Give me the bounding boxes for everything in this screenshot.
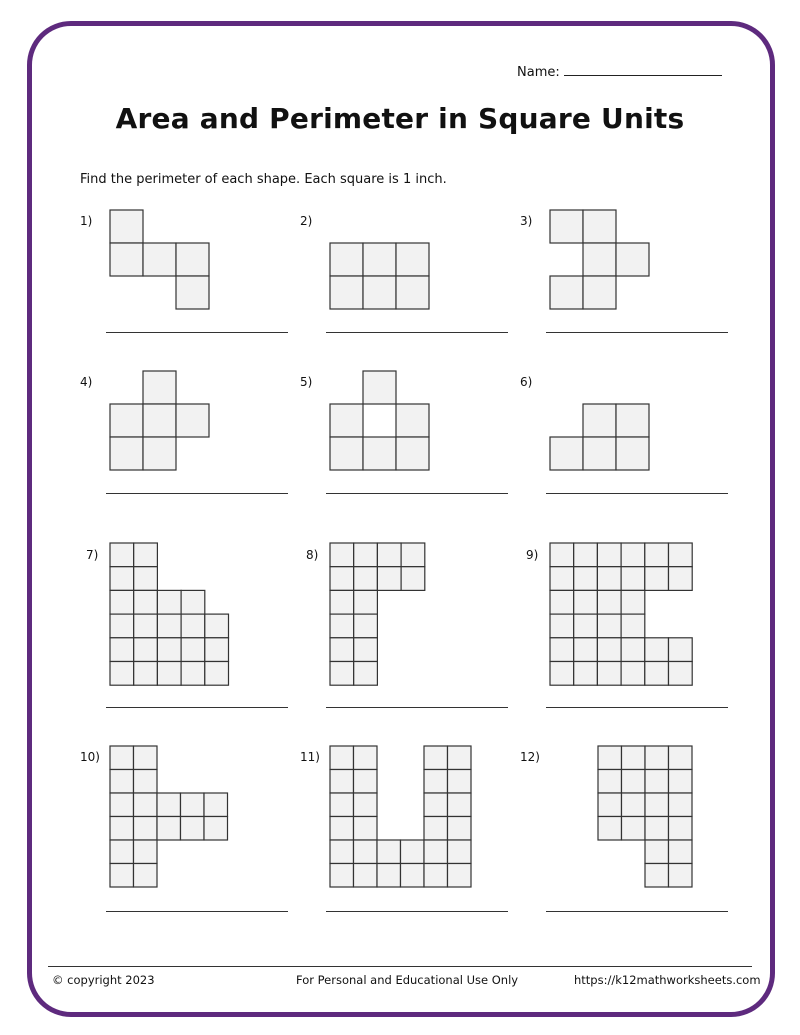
unit-square <box>669 567 693 591</box>
unit-square <box>157 793 181 817</box>
unit-square <box>583 437 616 470</box>
square-grid-shape <box>329 745 472 888</box>
footer-divider <box>48 966 752 967</box>
unit-square <box>205 638 229 662</box>
unit-square <box>597 662 621 686</box>
unit-square <box>110 614 134 638</box>
unit-square <box>550 567 574 591</box>
unit-square <box>134 746 158 770</box>
answer-line[interactable] <box>326 332 508 333</box>
unit-square <box>134 590 158 614</box>
square-grid-shape <box>597 745 693 888</box>
square-grid-shape <box>329 242 430 310</box>
unit-square <box>550 210 583 243</box>
unit-square <box>134 793 158 817</box>
name-label: Name: <box>517 65 560 80</box>
unit-square <box>330 864 354 888</box>
name-field[interactable] <box>517 63 722 80</box>
unit-square <box>181 638 205 662</box>
square-grid-shape <box>109 209 243 310</box>
unit-square <box>176 243 209 276</box>
unit-square <box>176 276 209 309</box>
square-grid-shape <box>549 403 650 471</box>
unit-square <box>550 590 574 614</box>
unit-square <box>550 638 574 662</box>
unit-square <box>669 662 693 686</box>
unit-square <box>598 746 622 770</box>
unit-square <box>377 864 401 888</box>
unit-square <box>354 638 378 662</box>
unit-square <box>330 276 363 309</box>
problem-number: 5) <box>300 375 313 389</box>
unit-square <box>669 793 693 817</box>
problem-number: 1) <box>80 214 93 228</box>
unit-square <box>645 662 669 686</box>
unit-square <box>583 243 616 276</box>
unit-square <box>448 840 472 864</box>
unit-square <box>622 770 646 794</box>
worksheet-title: Area and Perimeter in Square Units <box>115 102 685 135</box>
unit-square <box>363 371 396 404</box>
unit-square <box>330 590 354 614</box>
square-grid-shape <box>109 745 229 888</box>
unit-square <box>330 614 354 638</box>
unit-square <box>597 638 621 662</box>
unit-square <box>597 543 621 567</box>
problem-number: 8) <box>306 548 319 562</box>
unit-square <box>621 638 645 662</box>
unit-square <box>181 793 205 817</box>
problem-number: 9) <box>526 548 539 562</box>
unit-square <box>669 746 693 770</box>
unit-square <box>157 638 181 662</box>
unit-square <box>669 864 693 888</box>
unit-square <box>424 840 448 864</box>
problem-number: 7) <box>86 548 99 562</box>
unit-square <box>205 614 229 638</box>
unit-square <box>330 567 354 591</box>
unit-square <box>110 840 134 864</box>
unit-square <box>645 770 669 794</box>
problem-number: 3) <box>520 214 533 228</box>
answer-line[interactable] <box>326 707 508 708</box>
unit-square <box>645 817 669 841</box>
unit-square <box>583 404 616 437</box>
unit-square <box>110 793 134 817</box>
problem-number: 2) <box>300 214 313 228</box>
unit-square <box>181 590 205 614</box>
unit-square <box>330 543 354 567</box>
unit-square <box>621 567 645 591</box>
unit-square <box>134 864 158 888</box>
unit-square <box>110 864 134 888</box>
unit-square <box>396 276 429 309</box>
unit-square <box>645 746 669 770</box>
unit-square <box>401 543 425 567</box>
unit-square <box>176 404 209 437</box>
unit-square <box>330 746 354 770</box>
unit-square <box>354 567 378 591</box>
unit-square <box>354 840 378 864</box>
unit-square <box>143 404 176 437</box>
unit-square <box>424 864 448 888</box>
square-grid-shape <box>329 370 430 471</box>
unit-square <box>574 543 598 567</box>
unit-square <box>597 590 621 614</box>
square-grid-shape <box>549 209 650 310</box>
unit-square <box>669 770 693 794</box>
unit-square <box>550 276 583 309</box>
problem-number: 6) <box>520 375 533 389</box>
unit-square <box>550 543 574 567</box>
unit-square <box>110 567 134 591</box>
unit-square <box>597 614 621 638</box>
unit-square <box>645 567 669 591</box>
unit-square <box>143 437 176 470</box>
unit-square <box>143 371 176 404</box>
unit-square <box>110 210 143 243</box>
name-blank-line[interactable] <box>564 63 722 76</box>
unit-square <box>330 404 363 437</box>
unit-square <box>424 746 448 770</box>
unit-square <box>134 543 158 567</box>
unit-square <box>550 437 583 470</box>
unit-square <box>448 793 472 817</box>
unit-square <box>669 543 693 567</box>
unit-square <box>110 817 134 841</box>
unit-square <box>354 793 378 817</box>
unit-square <box>448 864 472 888</box>
unit-square <box>354 590 378 614</box>
unit-square <box>583 210 616 243</box>
unit-square <box>134 567 158 591</box>
answer-line[interactable] <box>326 911 508 912</box>
unit-square <box>110 770 134 794</box>
unit-square <box>377 567 401 591</box>
unit-square <box>598 793 622 817</box>
unit-square <box>110 638 134 662</box>
unit-square <box>205 662 229 686</box>
unit-square <box>110 746 134 770</box>
unit-square <box>550 614 574 638</box>
answer-line[interactable] <box>546 911 728 912</box>
unit-square <box>204 817 228 841</box>
unit-square <box>330 243 363 276</box>
unit-square <box>181 817 205 841</box>
unit-square <box>621 614 645 638</box>
unit-square <box>598 817 622 841</box>
unit-square <box>669 638 693 662</box>
unit-square <box>645 543 669 567</box>
unit-square <box>622 746 646 770</box>
unit-square <box>616 437 649 470</box>
unit-square <box>110 243 143 276</box>
unit-square <box>396 243 429 276</box>
unit-square <box>354 770 378 794</box>
unit-square <box>181 662 205 686</box>
unit-square <box>622 793 646 817</box>
unit-square <box>330 793 354 817</box>
unit-square <box>574 662 598 686</box>
copyright-text: © copyright 2023 <box>52 973 155 987</box>
unit-square <box>621 543 645 567</box>
unit-square <box>597 567 621 591</box>
unit-square <box>377 840 401 864</box>
instructions: Find the perimeter of each shape. Each square is 1 inch. <box>80 172 447 187</box>
unit-square <box>354 817 378 841</box>
unit-square <box>363 243 396 276</box>
unit-square <box>583 276 616 309</box>
unit-square <box>574 567 598 591</box>
unit-square <box>157 590 181 614</box>
unit-square <box>134 817 158 841</box>
unit-square <box>330 840 354 864</box>
unit-square <box>401 567 425 591</box>
unit-square <box>143 243 176 276</box>
unit-square <box>204 793 228 817</box>
unit-square <box>424 793 448 817</box>
answer-line[interactable] <box>106 493 288 494</box>
unit-square <box>110 543 134 567</box>
unit-square <box>354 864 378 888</box>
unit-square <box>396 437 429 470</box>
unit-square <box>669 817 693 841</box>
answer-line[interactable] <box>546 493 728 494</box>
unit-square <box>134 840 158 864</box>
unit-square <box>574 614 598 638</box>
unit-square <box>363 437 396 470</box>
unit-square <box>330 770 354 794</box>
unit-square <box>616 243 649 276</box>
unit-square <box>574 590 598 614</box>
unit-square <box>424 817 448 841</box>
unit-square <box>622 817 646 841</box>
unit-square <box>110 437 143 470</box>
unit-square <box>645 793 669 817</box>
unit-square <box>645 638 669 662</box>
unit-square <box>598 770 622 794</box>
unit-square <box>330 437 363 470</box>
answer-line[interactable] <box>106 332 288 333</box>
unit-square <box>448 770 472 794</box>
unit-square <box>424 770 448 794</box>
unit-square <box>110 404 143 437</box>
answer-line[interactable] <box>106 911 288 912</box>
answer-line[interactable] <box>546 707 728 708</box>
problem-number: 4) <box>80 375 93 389</box>
unit-square <box>621 590 645 614</box>
unit-square <box>181 614 205 638</box>
unit-square <box>363 276 396 309</box>
unit-square <box>157 662 181 686</box>
unit-square <box>157 614 181 638</box>
unit-square <box>645 840 669 864</box>
unit-square <box>110 662 134 686</box>
answer-line[interactable] <box>326 493 508 494</box>
answer-line[interactable] <box>546 332 728 333</box>
problem-number: 11) <box>300 750 320 764</box>
unit-square <box>354 614 378 638</box>
unit-square <box>550 662 574 686</box>
unit-square <box>401 864 425 888</box>
unit-square <box>354 746 378 770</box>
unit-square <box>330 662 354 686</box>
unit-square <box>354 662 378 686</box>
unit-square <box>448 746 472 770</box>
unit-square <box>669 840 693 864</box>
square-grid-shape <box>109 370 210 471</box>
unit-square <box>330 638 354 662</box>
unit-square <box>616 404 649 437</box>
unit-square <box>574 638 598 662</box>
unit-square <box>110 590 134 614</box>
unit-square <box>330 817 354 841</box>
usage-note: For Personal and Educational Use Only <box>296 973 519 987</box>
square-grid-shape <box>109 542 230 686</box>
unit-square <box>621 662 645 686</box>
unit-square <box>134 662 158 686</box>
unit-square <box>448 817 472 841</box>
unit-square <box>377 543 401 567</box>
square-grid-shape <box>549 542 693 686</box>
unit-square <box>396 404 429 437</box>
problem-number: 12) <box>520 750 540 764</box>
site-url: https://k12mathworksheets.com <box>574 973 761 987</box>
unit-square <box>134 638 158 662</box>
unit-square <box>645 864 669 888</box>
unit-square <box>401 840 425 864</box>
answer-line[interactable] <box>106 707 288 708</box>
unit-square <box>157 817 181 841</box>
problem-number: 10) <box>80 750 100 764</box>
unit-square <box>134 614 158 638</box>
unit-square <box>134 770 158 794</box>
unit-square <box>354 543 378 567</box>
square-grid-shape <box>329 542 426 686</box>
